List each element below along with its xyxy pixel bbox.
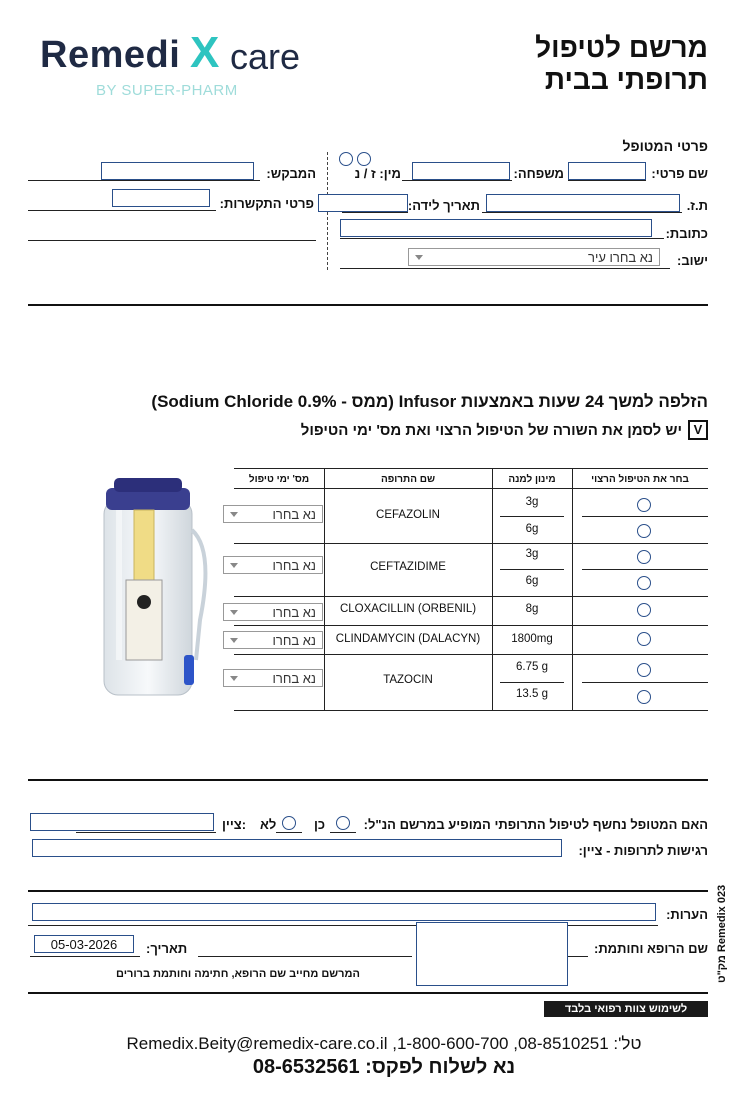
treatment-radio[interactable] — [637, 524, 651, 538]
requester-field[interactable] — [101, 162, 254, 180]
fax-line: נא לשלוח לפקס: 08-6532561 — [252, 1056, 516, 1078]
gender-label: מין: ז / נ — [354, 166, 401, 181]
section-divider — [28, 779, 708, 781]
col-header-days: מס' ימי טיפול — [248, 474, 310, 485]
catalog-number: מק"ט Remedix 023 — [716, 884, 728, 983]
col-header-select: בחר את הטיפול הרצוי — [591, 474, 689, 485]
treatment-radio[interactable] — [637, 550, 651, 564]
id-field[interactable] — [486, 194, 680, 212]
drug-name: TAZOCIN — [383, 674, 433, 686]
signature-requirement: המרשם מחייב שם הרופא, חתימה וחותמת ברורים — [116, 968, 360, 980]
brand-x: X — [190, 28, 220, 77]
dose-value: 6g — [525, 523, 539, 535]
exposure-question: האם המטופל נחשף לטיפול התרופתי המופיע במרשם הנ"ל: — [363, 817, 708, 832]
chevron-down-icon — [415, 255, 423, 260]
exposure-yes-label: כן — [314, 817, 326, 832]
drug-name: CEFTAZIDIME — [370, 561, 446, 573]
birth-date-field[interactable] — [318, 194, 408, 212]
exposure-specify-field[interactable] — [30, 813, 214, 831]
first-name-label: שם פרטי: — [651, 166, 708, 181]
brand-name: Remedi — [40, 34, 181, 76]
days-select-value: נא בחרו — [272, 507, 316, 522]
treatment-radio[interactable] — [637, 690, 651, 704]
notes-label: הערות: — [666, 907, 708, 922]
drug-name: CLINDAMYCIN (DALACYN) — [335, 633, 481, 645]
doctor-stamp-box[interactable] — [416, 922, 568, 986]
birth-date-label: תאריך לידה: — [407, 198, 480, 213]
col-header-dose: מינון למנה — [508, 474, 556, 485]
days-select-value: נא בחרו — [272, 633, 316, 648]
dose-value: 3g — [525, 496, 539, 508]
page-title — [535, 32, 708, 96]
chevron-down-icon — [230, 563, 238, 568]
doctor-label: שם הרופא וחותמת: — [594, 941, 708, 956]
col-header-drug: שם התרופה — [380, 474, 436, 485]
days-select-value: נא בחרו — [272, 605, 316, 620]
last-name-label: משפחה: — [513, 166, 564, 181]
exposure-no-label: לא — [260, 817, 277, 832]
drug-name: CEFAZOLIN — [376, 509, 440, 521]
page-title-line2: תרופתי בבית — [544, 64, 708, 95]
brand-sub: BY SUPER-PHARM — [96, 82, 238, 99]
brand-logo — [40, 28, 320, 108]
allergy-label: רגישות לתרופות - ציין: — [578, 843, 708, 858]
dose-value: 6g — [525, 575, 539, 587]
address-field[interactable] — [340, 219, 652, 237]
treatment-radio[interactable] — [637, 576, 651, 590]
drug-name: CLOXACILLIN (ORBENIL) — [339, 603, 477, 615]
treatment-radio[interactable] — [637, 603, 651, 617]
dose-value: 13.5 g — [516, 688, 548, 700]
address-label: כתובת: — [665, 226, 708, 241]
contact-label: פרטי התקשרות: — [219, 196, 314, 211]
days-select[interactable] — [223, 505, 323, 523]
first-name-field[interactable] — [568, 162, 646, 180]
city-select[interactable] — [408, 248, 660, 266]
exposure-no-radio[interactable] — [282, 816, 296, 830]
section-divider — [28, 890, 708, 892]
treatment-radio[interactable] — [637, 663, 651, 677]
infusion-instruction-row — [301, 420, 708, 440]
gender-male-radio[interactable] — [357, 152, 371, 166]
days-select-value: נא בחרו — [272, 671, 316, 686]
treatment-radio[interactable] — [637, 632, 651, 646]
chevron-down-icon — [230, 638, 238, 643]
date-label: תאריך: — [146, 941, 188, 956]
exposure-yes-radio[interactable] — [336, 816, 350, 830]
allergy-field[interactable] — [32, 839, 562, 857]
patient-section-title: פרטי המטופל — [622, 138, 708, 154]
days-select[interactable] — [223, 669, 323, 687]
chevron-down-icon — [230, 676, 238, 681]
days-select[interactable] — [223, 603, 323, 621]
contact-phone-line: טל': 08-8510251, 1-800-600-700, Remedix.Beity@remedix-care.co.il — [126, 1034, 642, 1053]
dose-value: 1800mg — [511, 633, 553, 645]
days-select[interactable] — [223, 556, 323, 574]
instruction-checkbox[interactable]: V — [688, 420, 708, 440]
infusor-bottle-image — [96, 470, 216, 702]
section-divider — [28, 992, 708, 994]
section-divider — [28, 304, 708, 306]
dose-value: 3g — [525, 548, 539, 560]
staff-only-badge: לשימוש צוות רפואי בלבד — [544, 1001, 708, 1017]
infusion-title: הזלפה למשך 24 שעות באמצעות Infusor (ממס - Sodium Chloride 0.9%) — [151, 392, 708, 411]
brand-care: care — [230, 36, 301, 77]
dose-value: 6.75 g — [516, 661, 548, 673]
gender-female-radio[interactable] — [339, 152, 353, 166]
chevron-down-icon — [230, 610, 238, 615]
infusion-instruction: יש לסמן את השורה של הטיפול הרצוי ואת מס' ימי הטיפול — [300, 421, 682, 439]
id-label: ת.ז. — [686, 198, 708, 213]
date-field[interactable]: 05-03-2026 — [34, 935, 134, 953]
chevron-down-icon — [230, 512, 238, 517]
city-label: ישוב: — [677, 253, 708, 268]
exposure-specify-label: ציין: — [222, 817, 247, 832]
notes-field[interactable] — [32, 903, 656, 921]
days-select[interactable] — [223, 631, 323, 649]
treatment-radio[interactable] — [637, 498, 651, 512]
page-title-line1: מרשם לטיפול — [535, 32, 708, 63]
contact-field[interactable] — [112, 189, 210, 207]
requester-label: המבקש: — [266, 166, 316, 181]
days-select-value: נא בחרו — [272, 558, 316, 573]
dose-value: 8g — [525, 603, 539, 615]
last-name-field[interactable] — [412, 162, 510, 180]
city-select-value: נא בחרו עיר — [588, 250, 653, 265]
